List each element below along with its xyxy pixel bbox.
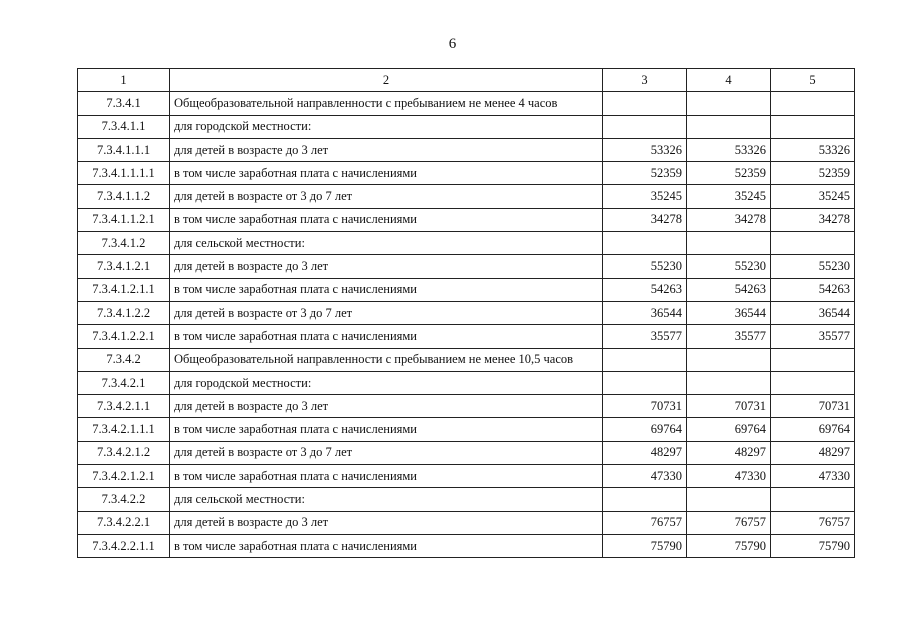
row-value-col-5: 69764 (771, 418, 855, 441)
row-value-col-3: 52359 (603, 162, 687, 185)
row-value-col-3: 75790 (603, 534, 687, 557)
row-value-col-3: 34278 (603, 208, 687, 231)
row-value-col-3: 53326 (603, 138, 687, 161)
table-row (78, 395, 855, 418)
table-row (78, 185, 855, 208)
row-value-col-5: 52359 (771, 162, 855, 185)
row-value-col-5: 54263 (771, 278, 855, 301)
row-value-col-3: 35577 (603, 325, 687, 348)
tariff-table (77, 68, 855, 558)
table-row (78, 348, 855, 371)
row-code: 7.3.4.2.1.1 (78, 395, 170, 418)
row-description: Общеобразовательной направленности с пребыванием не менее 4 часов (170, 92, 603, 115)
row-value-col-3: 70731 (603, 395, 687, 418)
table-row (78, 232, 855, 255)
table-row (78, 371, 855, 394)
row-value-col-5: 47330 (771, 465, 855, 488)
row-value-col-5: 55230 (771, 255, 855, 278)
row-value-col-5: 48297 (771, 441, 855, 464)
row-description: для сельской местности: (170, 232, 603, 255)
table-row (78, 325, 855, 348)
row-value-col-4: 52359 (687, 162, 771, 185)
row-value-col-5 (771, 348, 855, 371)
row-value-col-4: 55230 (687, 255, 771, 278)
row-value-col-3 (603, 371, 687, 394)
row-code: 7.3.4.1 (78, 92, 170, 115)
row-value-col-3 (603, 348, 687, 371)
row-value-col-4: 36544 (687, 301, 771, 324)
row-value-col-3 (603, 488, 687, 511)
header-row (78, 69, 855, 92)
row-value-col-5: 34278 (771, 208, 855, 231)
row-description: для детей в возрасте до 3 лет (170, 511, 603, 534)
row-value-col-3: 36544 (603, 301, 687, 324)
table-row (78, 138, 855, 161)
row-value-col-4: 69764 (687, 418, 771, 441)
row-code: 7.3.4.1.2.1 (78, 255, 170, 278)
row-value-col-4 (687, 348, 771, 371)
row-value-col-5: 36544 (771, 301, 855, 324)
row-description: в том числе заработная плата с начислениями (170, 325, 603, 348)
row-value-col-3: 35245 (603, 185, 687, 208)
table-row (78, 255, 855, 278)
row-description: в том числе заработная плата с начислениями (170, 534, 603, 557)
row-value-col-3 (603, 115, 687, 138)
table-row (78, 418, 855, 441)
row-code: 7.3.4.2.2 (78, 488, 170, 511)
row-code: 7.3.4.1.1.1 (78, 138, 170, 161)
row-value-col-5: 35577 (771, 325, 855, 348)
row-code: 7.3.4.2.1 (78, 371, 170, 394)
table-row (78, 465, 855, 488)
table-row (78, 115, 855, 138)
row-value-col-4: 35577 (687, 325, 771, 348)
row-description: для детей в возрасте от 3 до 7 лет (170, 441, 603, 464)
row-value-col-4 (687, 92, 771, 115)
row-value-col-4 (687, 232, 771, 255)
row-code: 7.3.4.2.2.1 (78, 511, 170, 534)
row-description: для сельской местности: (170, 488, 603, 511)
header-col-5: 5 (771, 69, 855, 92)
row-description: в том числе заработная плата с начислениями (170, 465, 603, 488)
row-code: 7.3.4.1.1.1.1 (78, 162, 170, 185)
row-value-col-5 (771, 92, 855, 115)
row-value-col-3: 48297 (603, 441, 687, 464)
row-value-col-5 (771, 115, 855, 138)
table-row (78, 92, 855, 115)
row-value-col-4: 48297 (687, 441, 771, 464)
row-value-col-5: 53326 (771, 138, 855, 161)
row-value-col-3: 54263 (603, 278, 687, 301)
row-description: для детей в возрасте от 3 до 7 лет (170, 185, 603, 208)
row-description: для детей в возрасте до 3 лет (170, 395, 603, 418)
row-description: в том числе заработная плата с начислениями (170, 208, 603, 231)
row-value-col-5: 35245 (771, 185, 855, 208)
row-description: в том числе заработная плата с начислениями (170, 418, 603, 441)
row-value-col-4: 76757 (687, 511, 771, 534)
header-col-3: 3 (603, 69, 687, 92)
row-value-col-4: 47330 (687, 465, 771, 488)
row-value-col-4: 35245 (687, 185, 771, 208)
row-value-col-3: 47330 (603, 465, 687, 488)
row-code: 7.3.4.1.2.2.1 (78, 325, 170, 348)
row-code: 7.3.4.1.1.2.1 (78, 208, 170, 231)
row-description: в том числе заработная плата с начислениями (170, 162, 603, 185)
table-row (78, 441, 855, 464)
row-value-col-5 (771, 232, 855, 255)
row-value-col-3 (603, 232, 687, 255)
table-row (78, 534, 855, 557)
row-code: 7.3.4.2 (78, 348, 170, 371)
row-description: для детей в возрасте до 3 лет (170, 138, 603, 161)
row-code: 7.3.4.1.2 (78, 232, 170, 255)
row-description: для детей в возрасте до 3 лет (170, 255, 603, 278)
row-value-col-3: 69764 (603, 418, 687, 441)
row-value-col-4 (687, 115, 771, 138)
row-value-col-4 (687, 371, 771, 394)
header-col-2: 2 (170, 69, 603, 92)
row-code: 7.3.4.1.2.1.1 (78, 278, 170, 301)
table-row (78, 208, 855, 231)
row-value-col-4: 75790 (687, 534, 771, 557)
row-value-col-4 (687, 488, 771, 511)
row-description: для городской местности: (170, 371, 603, 394)
header-col-1: 1 (78, 69, 170, 92)
row-description: для городской местности: (170, 115, 603, 138)
table-row (78, 301, 855, 324)
table-body (78, 69, 855, 558)
row-code: 7.3.4.2.1.2 (78, 441, 170, 464)
row-description: в том числе заработная плата с начислениями (170, 278, 603, 301)
row-code: 7.3.4.2.1.2.1 (78, 465, 170, 488)
row-description: Общеобразовательной направленности с пребыванием не менее 10,5 часов (170, 348, 603, 371)
table-row (78, 278, 855, 301)
table-row (78, 488, 855, 511)
row-value-col-3: 76757 (603, 511, 687, 534)
row-value-col-4: 53326 (687, 138, 771, 161)
row-code: 7.3.4.1.1.2 (78, 185, 170, 208)
row-code: 7.3.4.1.2.2 (78, 301, 170, 324)
row-value-col-5: 70731 (771, 395, 855, 418)
row-value-col-5 (771, 371, 855, 394)
row-code: 7.3.4.2.1.1.1 (78, 418, 170, 441)
table-row (78, 162, 855, 185)
row-description: для детей в возрасте от 3 до 7 лет (170, 301, 603, 324)
row-value-col-3: 55230 (603, 255, 687, 278)
row-value-col-4: 54263 (687, 278, 771, 301)
row-value-col-5: 76757 (771, 511, 855, 534)
header-col-4: 4 (687, 69, 771, 92)
row-value-col-4: 34278 (687, 208, 771, 231)
row-value-col-5: 75790 (771, 534, 855, 557)
row-value-col-4: 70731 (687, 395, 771, 418)
table-row (78, 511, 855, 534)
row-code: 7.3.4.2.2.1.1 (78, 534, 170, 557)
row-value-col-5 (771, 488, 855, 511)
row-code: 7.3.4.1.1 (78, 115, 170, 138)
row-value-col-3 (603, 92, 687, 115)
page-number: 6 (448, 36, 457, 52)
